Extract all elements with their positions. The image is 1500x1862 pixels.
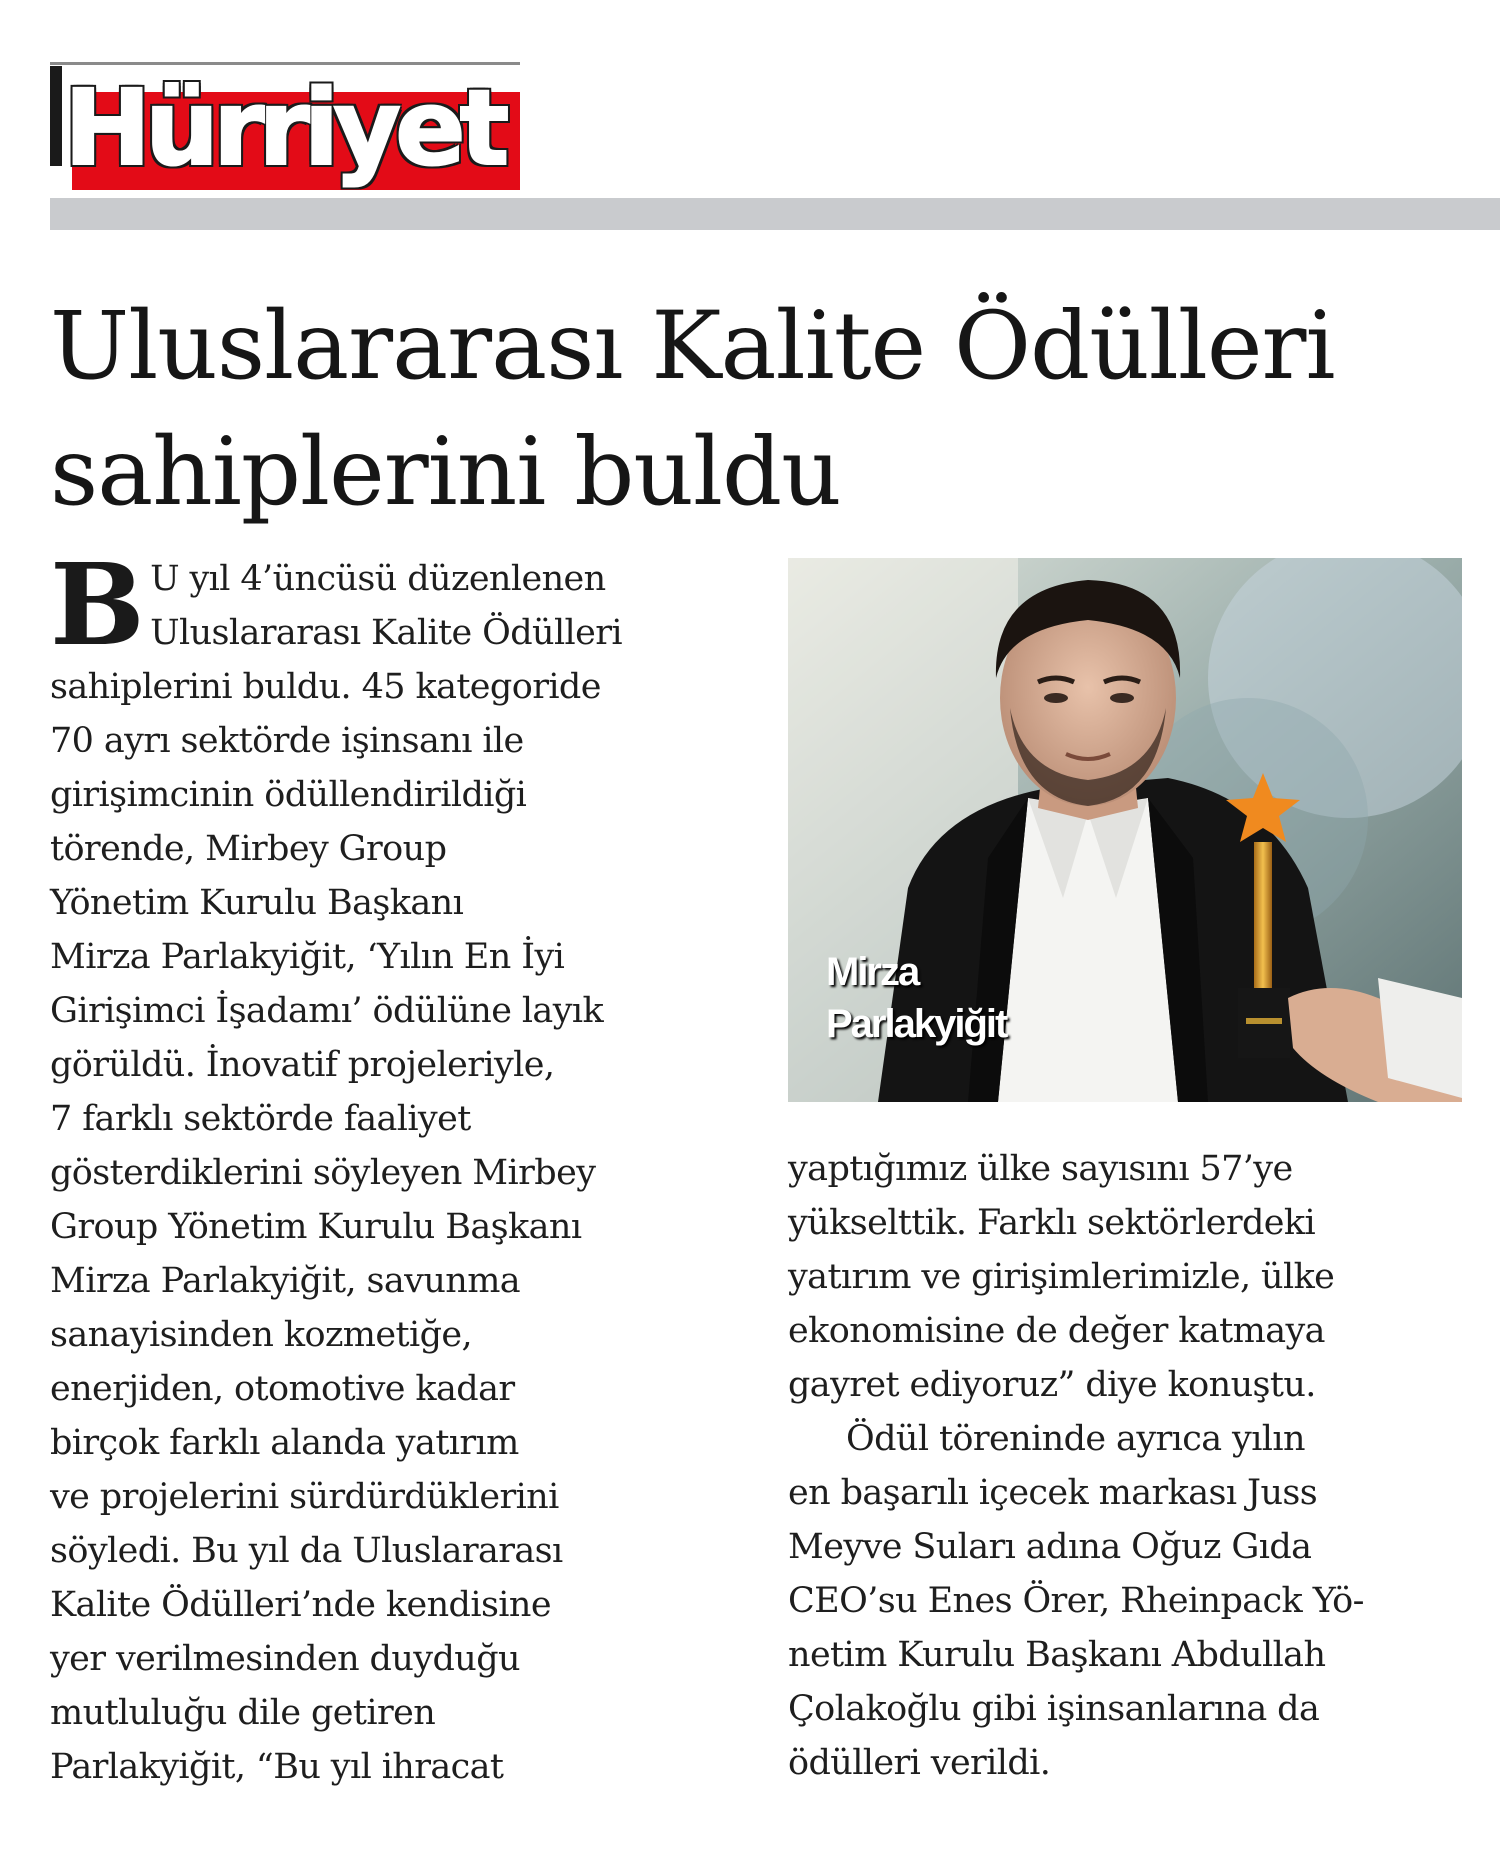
article-line: birçok farklı alanda yatırım [50,1423,519,1463]
article-line: mutluluğu dile getiren [50,1693,436,1733]
article-line: ekonomisine de değer katmaya [788,1311,1325,1351]
top-rule [50,62,520,65]
article-photo [788,558,1462,1102]
drop-cap: B [50,540,145,671]
article-line: yatırım ve girişimlerimizle, ülke [788,1257,1335,1297]
article-line: Group Yönetim Kurulu Başkanı [50,1207,582,1247]
article-line: yükselttik. Farklı sektörlerdeki [788,1203,1316,1243]
headline [50,284,1470,536]
article-line: gayret ediyoruz” diye konuştu. [788,1365,1316,1405]
article-line: Yönetim Kurulu Başkanı [50,883,464,923]
article-line: girişimcinin ödüllendirildiği [50,775,527,815]
article-line: Ödül töreninde ayrıca yılın [846,1419,1305,1459]
article-line: sanayisinden kozmetiğe, [50,1315,473,1355]
article-line: Mirza Parlakyiğit, ‘Yılın En İyi [50,937,565,977]
article-line: U yıl 4’üncüsü düzenlenen [150,559,606,599]
article-line: enerjiden, otomotive kadar [50,1369,515,1409]
article-line: en başarılı içecek markası Juss [788,1473,1318,1513]
logo-black-block [50,66,62,166]
article-line: Uluslararası Kalite Ödülleri [150,613,622,653]
article-line: Çolakoğlu gibi işinsanlarına da [788,1689,1320,1729]
article-line: törende, Mirbey Group [50,829,447,869]
article-line: görüldü. İnovatif projeleriyle, [50,1045,555,1085]
article-line: yer verilmesinden duyduğu [50,1639,520,1679]
article-line: Parlakyiğit, “Bu yıl ihracat [50,1747,504,1787]
newspaper-logo [50,66,520,190]
article-line: Kalite Ödülleri’nde kendisine [50,1585,551,1625]
logo-text: Hürriyet [64,67,504,189]
article-right-column [788,1142,1468,1790]
article-line: yaptığımız ülke sayısını 57’ye [788,1149,1293,1189]
header-grey-bar [50,198,1500,230]
article-line: 7 farklı sektörde faaliyet [50,1099,471,1139]
article-line: sahiplerini buldu. 45 kategoride [50,667,601,707]
article-line: söyledi. Bu yıl da Uluslararası [50,1531,563,1571]
article-line: ve projelerini sürdürdüklerini [50,1477,559,1517]
article-line: Girişimci İşadamı’ ödülüne layık [50,991,604,1031]
article-line: netim Kurulu Başkanı Abdullah [788,1635,1326,1675]
article-line: CEO’su Enes Örer, Rheinpack Yö- [788,1581,1364,1621]
article-line: ödülleri verildi. [788,1743,1051,1783]
photo-caption-line-2: Parlakyiğit [826,1002,1007,1046]
article-line: 70 ayrı sektörde işinsanı ile [50,721,524,761]
photo-caption-line-1: Mirza [826,950,919,994]
article-line: Mirza Parlakyiğit, savunma [50,1261,521,1301]
headline-line-1: Uluslararası Kalite Ödülleri [50,292,1335,401]
photo-caption [826,946,1006,1050]
article-line: gösterdiklerini söyleyen Mirbey [50,1153,596,1193]
article-line: Meyve Suları adına Oğuz Gıda [788,1527,1312,1567]
article-left-column [50,540,750,1794]
headline-line-2: sahiplerini buldu [50,418,841,527]
